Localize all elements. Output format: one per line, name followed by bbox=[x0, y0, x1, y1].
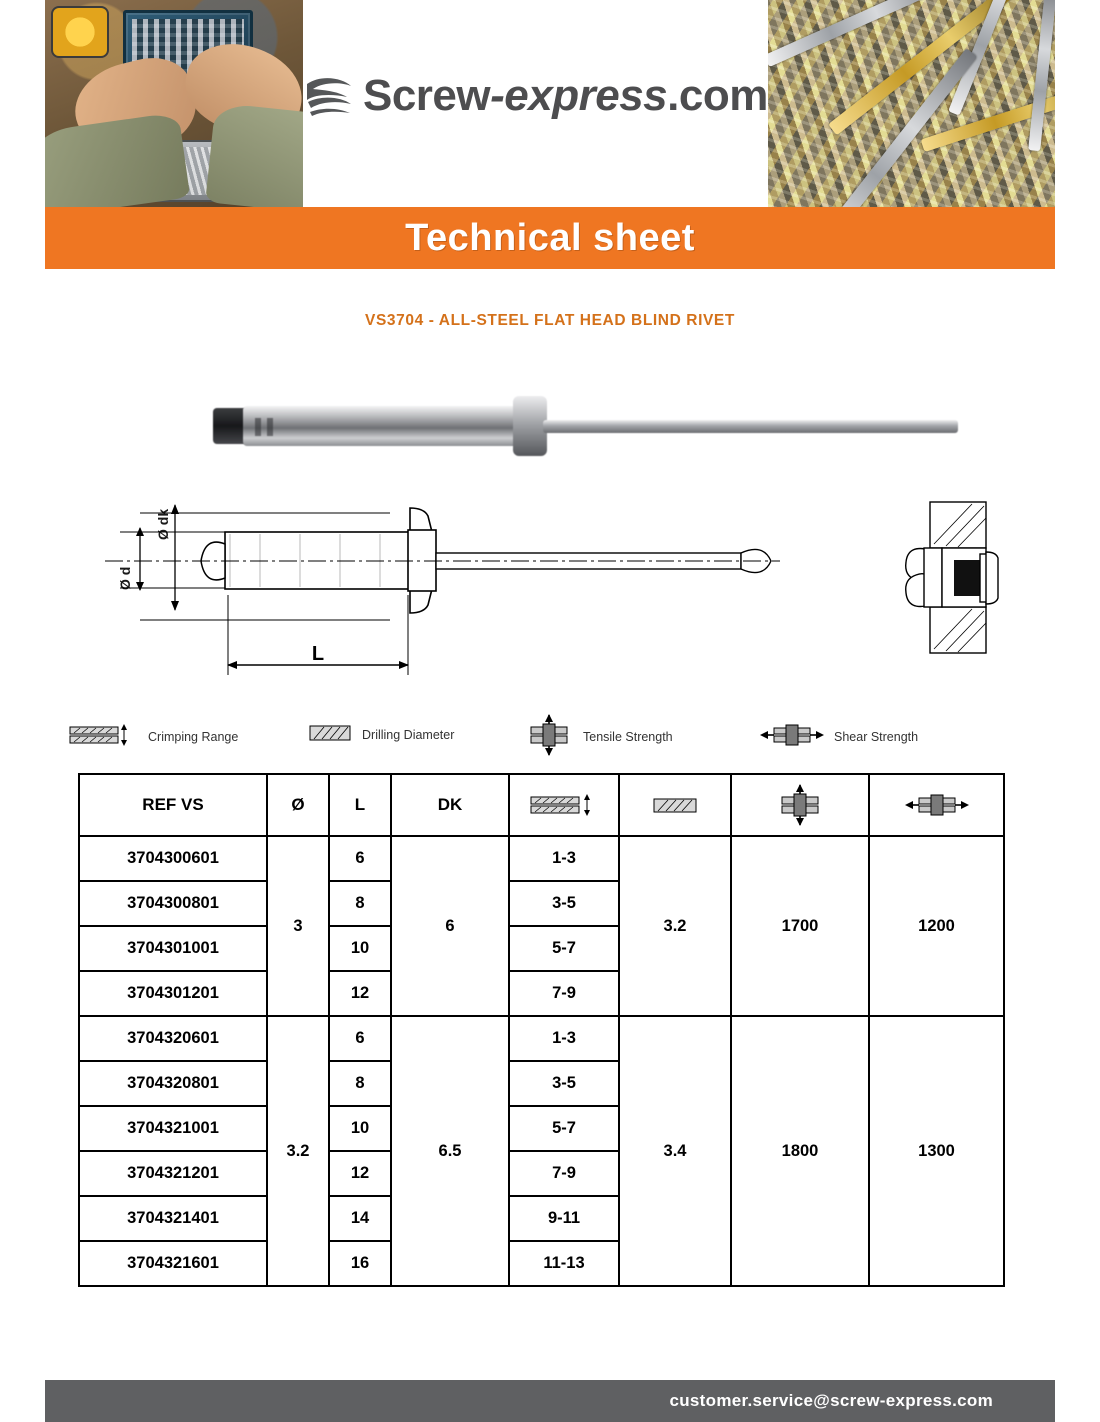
rivet-photo-flange bbox=[513, 396, 547, 456]
svg-text:L: L bbox=[311, 643, 325, 665]
table-header-crimping-range bbox=[509, 774, 619, 836]
cell-ref: 3704320801 bbox=[79, 1061, 267, 1106]
cell-tensile: 1800 bbox=[731, 1016, 869, 1286]
cell-ref: 3704321001 bbox=[79, 1106, 267, 1151]
page-title: VS3704 - ALL-STEEL FLAT HEAD BLIND RIVET bbox=[365, 312, 735, 329]
cell-drilling: 3.4 bbox=[619, 1016, 731, 1286]
logo-word-com: .com bbox=[667, 70, 768, 120]
cell-crimping: 1-3 bbox=[509, 836, 619, 881]
legend-item-shear-strength bbox=[760, 720, 918, 753]
cell-length: 8 bbox=[329, 1061, 391, 1106]
table-header-ref: REF VS bbox=[79, 774, 267, 836]
cell-length: 6 bbox=[329, 836, 391, 881]
legend-item-crimping-range bbox=[66, 720, 238, 753]
cell-length: 12 bbox=[329, 1151, 391, 1196]
table-header-shear-strength bbox=[869, 774, 1004, 836]
product-photo bbox=[213, 382, 965, 470]
banner-title: Technical sheet bbox=[405, 216, 695, 259]
cell-length: 14 bbox=[329, 1196, 391, 1241]
screws-photo-background bbox=[768, 0, 1055, 207]
drilling-diameter-icon bbox=[308, 720, 352, 749]
technical-sheet-banner bbox=[45, 207, 1055, 269]
table-row bbox=[79, 836, 1004, 881]
legend-label-crimping-range: Crimping Range bbox=[148, 729, 239, 744]
cell-ref: 3704320601 bbox=[79, 1016, 267, 1061]
cell-dk: 6 bbox=[391, 836, 509, 1016]
cell-ref: 3704301201 bbox=[79, 971, 267, 1016]
cell-ref: 3704321601 bbox=[79, 1241, 267, 1286]
table-header-diameter: Ø bbox=[267, 774, 329, 836]
cell-crimping: 11-13 bbox=[509, 1241, 619, 1286]
crimping-range-icon bbox=[510, 790, 618, 820]
svg-text:Ø dk: Ø dk bbox=[155, 508, 171, 540]
header-photo-screws bbox=[768, 0, 1055, 207]
cell-ref: 3704300801 bbox=[79, 881, 267, 926]
logo-word-express: -express bbox=[490, 70, 668, 120]
legend-label-drilling-diameter: Drilling Diameter bbox=[362, 727, 455, 742]
cell-ref: 3704300601 bbox=[79, 836, 267, 881]
table-header-length: L bbox=[329, 774, 391, 836]
drilling-diameter-icon bbox=[620, 792, 730, 818]
cell-ref: 3704321201 bbox=[79, 1151, 267, 1196]
specification-table bbox=[78, 773, 1005, 1287]
table-row bbox=[79, 1016, 1004, 1061]
cell-length: 12 bbox=[329, 971, 391, 1016]
cell-crimping: 5-7 bbox=[509, 1106, 619, 1151]
legend-label-tensile-strength: Tensile Strength bbox=[583, 729, 673, 744]
swoosh-logo-icon bbox=[303, 70, 355, 122]
sleeve-right-object bbox=[205, 102, 303, 207]
cell-length: 10 bbox=[329, 1106, 391, 1151]
rivet-photo-ring bbox=[267, 418, 273, 436]
cell-crimping: 5-7 bbox=[509, 926, 619, 971]
header-photo-workshop bbox=[45, 0, 303, 207]
cell-shear: 1300 bbox=[869, 1016, 1004, 1286]
tensile-strength-icon bbox=[732, 783, 868, 827]
logo-word-screw: Screw bbox=[362, 70, 491, 120]
cell-length: 10 bbox=[329, 926, 391, 971]
cell-drilling: 3.2 bbox=[619, 836, 731, 1016]
crimping-range-icon bbox=[66, 720, 138, 753]
logo-area bbox=[303, 0, 768, 207]
cell-dk: 6.5 bbox=[391, 1016, 509, 1286]
cell-tensile: 1700 bbox=[731, 836, 869, 1016]
legend-item-tensile-strength bbox=[525, 714, 673, 759]
page-header bbox=[45, 0, 1055, 207]
cell-length: 6 bbox=[329, 1016, 391, 1061]
cell-crimping: 3-5 bbox=[509, 1061, 619, 1106]
shear-strength-icon bbox=[870, 790, 1003, 820]
cell-diameter: 3.2 bbox=[267, 1016, 329, 1286]
cell-crimping: 3-5 bbox=[509, 881, 619, 926]
specification-table-container bbox=[78, 773, 1003, 1287]
cell-ref: 3704301001 bbox=[79, 926, 267, 971]
legend-label-shear-strength: Shear Strength bbox=[834, 729, 919, 744]
cell-diameter: 3 bbox=[267, 836, 329, 1016]
rivet-photo-mandrel bbox=[543, 420, 958, 433]
table-header-row bbox=[79, 774, 1004, 836]
technical-drawing bbox=[60, 470, 1040, 715]
page-footer bbox=[45, 1380, 1055, 1422]
cell-shear: 1200 bbox=[869, 836, 1004, 1016]
tensile-strength-icon bbox=[525, 714, 573, 759]
cell-length: 8 bbox=[329, 881, 391, 926]
cell-crimping: 7-9 bbox=[509, 971, 619, 1016]
table-header-drilling-diameter bbox=[619, 774, 731, 836]
table-header-tensile-strength bbox=[731, 774, 869, 836]
svg-text:Ø d: Ø d bbox=[117, 566, 133, 590]
cell-crimping: 1-3 bbox=[509, 1016, 619, 1061]
tape-measure-object bbox=[51, 6, 109, 58]
cell-ref: 3704321401 bbox=[79, 1196, 267, 1241]
logo-wordmark bbox=[363, 71, 768, 121]
cell-crimping: 9-11 bbox=[509, 1196, 619, 1241]
rivet-photo-ring bbox=[255, 418, 261, 436]
cell-length: 16 bbox=[329, 1241, 391, 1286]
cell-crimping: 7-9 bbox=[509, 1151, 619, 1196]
table-header-dk: DK bbox=[391, 774, 509, 836]
brand-logo bbox=[303, 70, 768, 122]
footer-email[interactable]: customer.service@screw-express.com bbox=[669, 1391, 993, 1410]
rivet-photo-body bbox=[243, 406, 533, 446]
legend-item-drilling-diameter bbox=[308, 720, 454, 749]
legend bbox=[60, 712, 1040, 760]
shear-strength-icon bbox=[760, 720, 824, 753]
